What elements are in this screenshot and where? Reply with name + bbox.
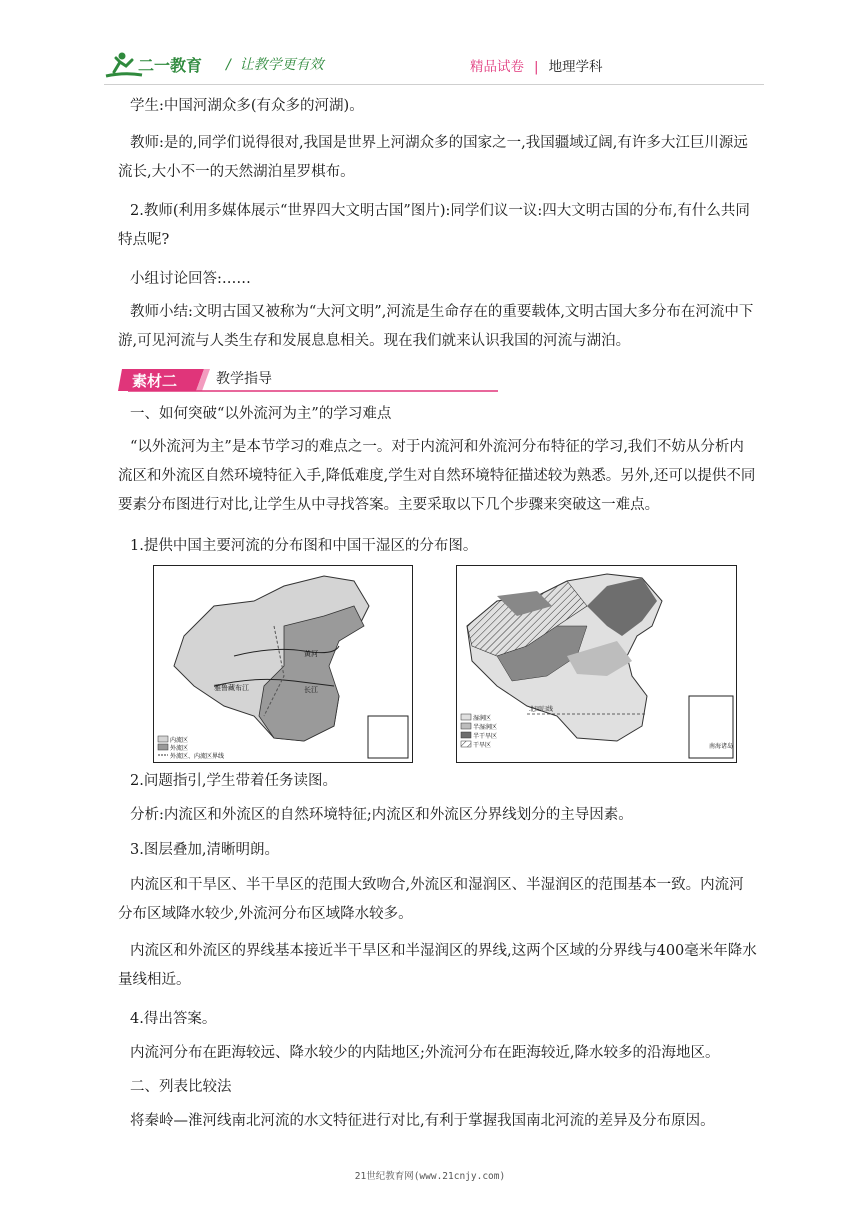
header-divider <box>104 84 764 85</box>
subject-label: 地理学科 <box>548 59 603 75</box>
paragraph: 2.教师(利用多媒体展示“世界四大文明古国”图片):同学们议一议:四大文明古国的分布,有什么共同特点呢? <box>118 203 750 248</box>
paragraph: 内流河分布在距海较远、降水较少的内陆地区;外流河分布在距海较近,降水较多的沿海地区。 <box>130 1045 720 1061</box>
page-header <box>0 0 860 90</box>
slogan: / 让教学更有效 <box>226 57 324 73</box>
map1-legend <box>158 736 224 760</box>
svg-text:半干旱区: 半干旱区 <box>473 733 498 740</box>
svg-text:外流区: 外流区 <box>170 745 189 752</box>
map2-legend <box>461 714 497 749</box>
svg-text:南海诸岛: 南海诸岛 <box>709 743 734 750</box>
paragraph: 分析:内流区和外流区的自然环境特征;内流区和外流区分界线划分的主导因素。 <box>130 807 633 823</box>
svg-text:北回归线: 北回归线 <box>529 706 554 713</box>
svg-text:半湿润区: 半湿润区 <box>473 724 498 731</box>
river-distribution-map <box>153 565 413 763</box>
section-tag-label: 素材二 <box>132 372 178 390</box>
paragraph: 教师:是的,同学们说得很对,我国是世界上河湖众多的国家之一,我国疆域辽阔,有许多大江巨川源远流长,大小不一的天然湖泊星罗棋布。 <box>118 135 748 180</box>
paper-type: 精品试卷 <box>470 59 524 75</box>
paragraph: 教师小结:文明古国又被称为“大河文明”,河流是生命存在的重要载体,文明古国大多分布在河流中下游,可见河流与人类生存和发展息息相关。现在我们就来认识我国的河流与湖泊。 <box>118 304 754 349</box>
paragraph: 3.图层叠加,清晰明朗。 <box>130 842 279 858</box>
paragraph: 学生:中国河湖众多(有众多的河湖)。 <box>130 98 364 114</box>
svg-text:雅鲁藏布江: 雅鲁藏布江 <box>214 684 249 692</box>
header-separator: | <box>534 59 539 75</box>
svg-text:外流区、内流区界线: 外流区、内流区界线 <box>170 753 225 760</box>
svg-text:黄河: 黄河 <box>304 650 318 658</box>
page-footer: 21世纪教育网(www.21cnjy.com) <box>354 1171 506 1182</box>
svg-text:干旱区: 干旱区 <box>473 742 492 749</box>
svg-text:湿润区: 湿润区 <box>473 715 492 722</box>
paragraph: 4.得出答案。 <box>130 1011 217 1027</box>
dry-wet-region-map <box>456 565 737 763</box>
heading: 一、如何突破“以外流河为主”的学习难点 <box>130 406 392 422</box>
brand-logo <box>104 50 214 80</box>
paragraph: 内流区和外流区的界线基本接近半干旱区和半湿润区的界线,这两个区域的分界线与400毫米年降水量线相近。 <box>118 943 757 988</box>
heading: 二、列表比较法 <box>130 1079 232 1095</box>
section-title: 教学指导 <box>216 371 272 387</box>
paragraph: 将秦岭—淮河线南北河流的水文特征进行对比,有利于掌握我国南北河流的差异及分布原因。 <box>130 1113 715 1129</box>
paragraph: 2.问题指引,学生带着任务读图。 <box>130 773 337 789</box>
svg-text:二一教育: 二一教育 <box>138 56 203 75</box>
svg-text:内流区: 内流区 <box>170 737 189 744</box>
svg-text:长江: 长江 <box>304 686 318 694</box>
paragraph: 1.提供中国主要河流的分布图和中国干湿区的分布图。 <box>130 538 478 554</box>
paragraph: 内流区和干旱区、半干旱区的范围大致吻合,外流区和湿润区、半湿润区的范围基本一致。内流河分布区域降水较少,外流河分布区域降水较多。 <box>118 877 744 922</box>
paragraph: 小组讨论回答:…… <box>130 271 251 287</box>
paragraph: “以外流河为主”是本节学习的难点之一。对于内流河和外流河分布特征的学习,我们不妨从分析内流区和外流区自然环境特征入手,降低难度,学生对自然环境特征描述较为熟悉。另外,还可以提供不同要素分布图进行对比,让学生从中寻找答案。主要采取以下几个步骤来突破这一难点。 <box>118 439 756 513</box>
header-right <box>470 55 603 75</box>
section-tag <box>118 367 518 393</box>
